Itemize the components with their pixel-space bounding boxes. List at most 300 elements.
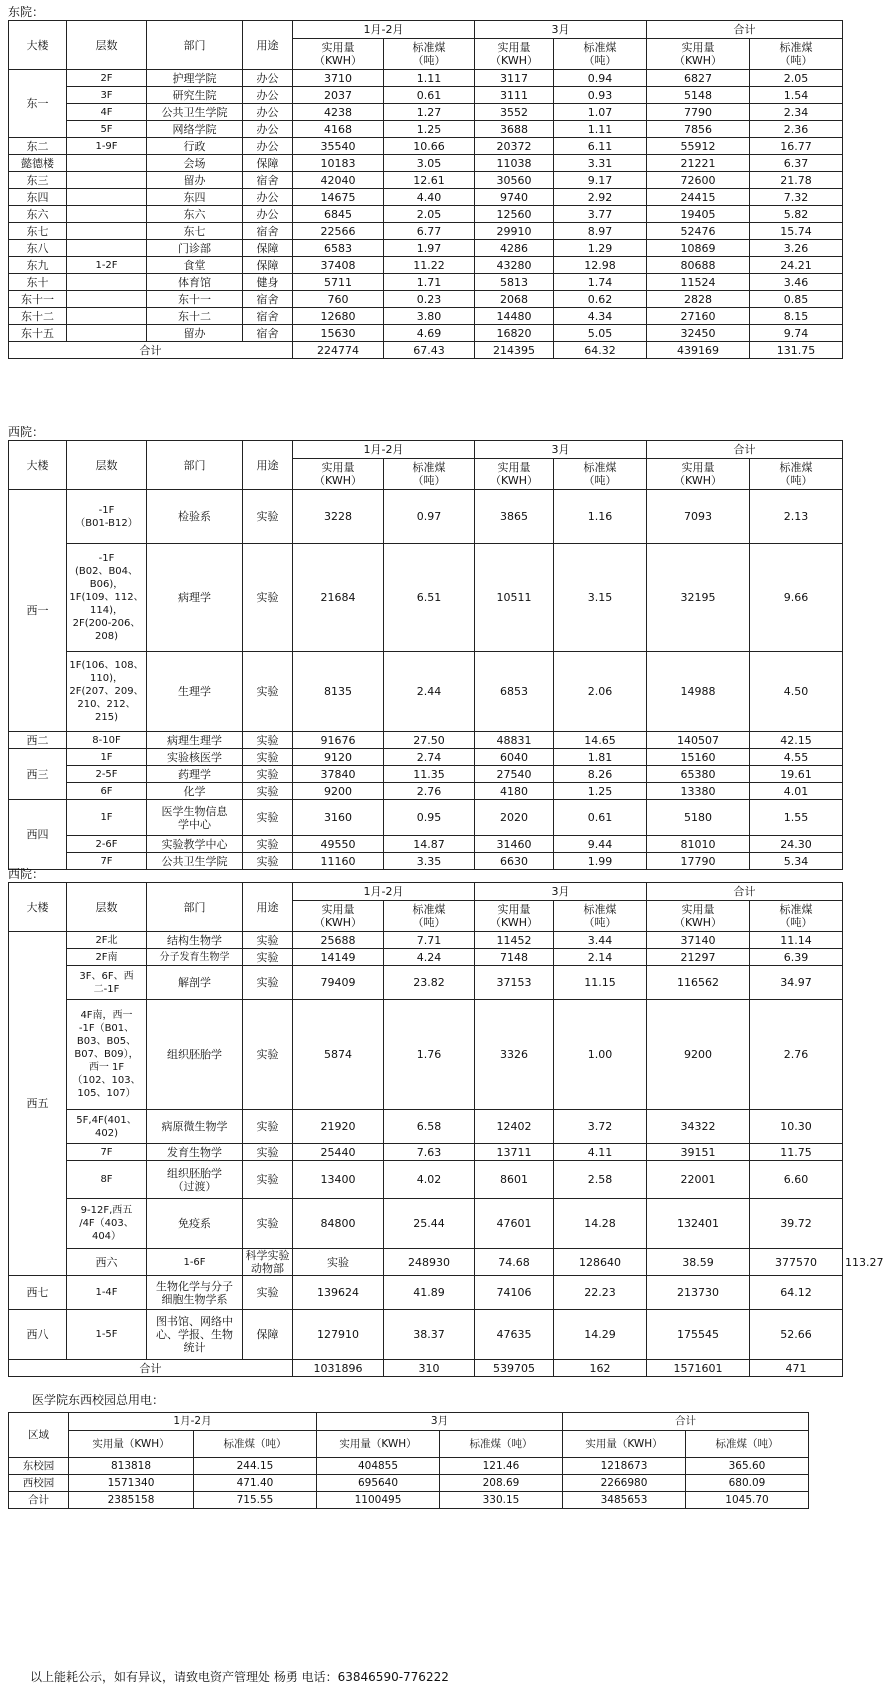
value-cell: 6.58 [384,1110,475,1144]
value-cell: 15.74 [750,223,843,240]
building-cell: 懿德楼 [9,155,67,172]
value-cell: 1.07 [554,104,647,121]
value-cell: 25.44 [384,1199,475,1249]
value-cell: 1218673 [563,1458,686,1475]
value-cell: 49550 [293,836,384,853]
table-row [9,87,843,104]
table-row [9,800,843,836]
value-cell: 9740 [475,189,554,206]
value-cell: 9.17 [554,172,647,189]
value-cell: 15160 [647,749,750,766]
col-building-header: 大楼 [9,441,67,490]
value-cell: 23.82 [384,966,475,1000]
floor-cell: 1-5F [67,1310,147,1360]
value-cell: 4238 [293,104,384,121]
value-cell: 0.61 [384,87,475,104]
total-label: 合计 [9,1360,293,1377]
value-cell: 3.35 [384,853,475,870]
kwh-label: 实用量 [321,903,355,916]
table-row [9,490,843,544]
value-cell: 11038 [475,155,554,172]
east-campus-section [8,4,842,359]
floor-cell [67,206,147,223]
coal-unit: （吨） [412,474,446,487]
value-cell: 0.61 [554,800,647,836]
value-cell: 4.34 [554,308,647,325]
floor-cell: 1F [67,800,147,836]
use-cell: 实验 [243,1000,293,1110]
table-row [9,949,843,966]
coal-unit: （吨） [779,474,813,487]
building-cell: 东十二 [9,308,67,325]
building-cell: 东三 [9,172,67,189]
kwh-header [293,459,384,490]
value-cell: 14.65 [554,732,647,749]
value-cell: 471.40 [194,1475,317,1492]
table-row [9,121,843,138]
building-cell: 西四 [9,800,67,870]
coal-header: 标准煤（吨） [686,1431,809,1458]
dept-cell: 实验教学中心 [147,836,243,853]
floor-cell [67,189,147,206]
kwh-label: 实用量 [681,41,715,54]
dept-cell: 留办 [147,172,243,189]
table-row [9,1310,843,1360]
value-cell: 6845 [293,206,384,223]
value-cell: 6630 [475,853,554,870]
floor-cell: 3F [67,87,147,104]
use-cell: 实验 [243,853,293,870]
col-use-header: 用途 [243,21,293,70]
kwh-unit: （KWH） [674,474,722,487]
value-cell: 4.24 [384,949,475,966]
value-cell: 2385158 [69,1492,194,1509]
value-cell: 55912 [647,138,750,155]
table-row [9,1492,809,1509]
coal-header [750,901,843,932]
floor-cell: 8-10F [67,732,147,749]
floor-cell: 1-4F [67,1276,147,1310]
dept-cell: 研究生院 [147,87,243,104]
dept-cell: 组织胚胎学 [147,1000,243,1110]
use-cell: 实验 [243,1276,293,1310]
floor-cell: 3F、6F、西 二-1F [67,966,147,1000]
value-cell: 21.78 [750,172,843,189]
use-cell: 宿舍 [243,291,293,308]
period-total-header: 合计 [647,21,843,39]
use-cell: 保障 [243,257,293,274]
table-row [9,223,843,240]
value-cell: 377570 [750,1249,843,1276]
period-total-header: 合计 [647,883,843,901]
kwh-label: 实用量 [321,41,355,54]
value-cell: 8135 [293,652,384,732]
floor-cell [67,172,147,189]
kwh-label: 实用量 [321,461,355,474]
use-cell: 实验 [243,652,293,732]
value-cell: 2.05 [750,70,843,87]
value-cell: 2.92 [554,189,647,206]
value-cell: 2.76 [384,783,475,800]
coal-header: 标准煤（吨） [194,1431,317,1458]
value-cell: 2266980 [563,1475,686,1492]
dept-cell: 组织胚胎学 （过渡） [147,1161,243,1199]
value-cell: 3710 [293,70,384,87]
value-cell: 121.46 [440,1458,563,1475]
building-cell: 东一 [9,70,67,138]
dept-cell: 会场 [147,155,243,172]
col-dept-header: 部门 [147,441,243,490]
table-body [9,70,843,359]
west-campus-table-2 [8,882,884,1377]
value-cell: 7093 [647,490,750,544]
value-cell: 248930 [384,1249,475,1276]
kwh-label: 实用量 [497,903,531,916]
value-cell: 2.34 [750,104,843,121]
kwh-header: 实用量（KWH） [69,1431,194,1458]
dept-cell: 留办 [147,325,243,342]
coal-label: 标准煤 [779,461,813,474]
building-cell: 西六 [67,1249,147,1276]
table-row [9,783,843,800]
value-cell: 9120 [293,749,384,766]
value-cell: 43280 [475,257,554,274]
summary-table [8,1412,809,1509]
total-row [9,342,843,359]
period-mar-header: 3月 [475,441,647,459]
value-cell: 0.94 [554,70,647,87]
value-cell: 8.15 [750,308,843,325]
floor-cell [67,291,147,308]
floor-cell: 1F(106、108、 110)， 2F(207、209、 210、212、 215) [67,652,147,732]
value-cell: 0.93 [554,87,647,104]
floor-cell: -1F (B02、B04、 B06)， 1F(109、112、 114)， 2F(200-206、 208) [67,544,147,652]
dept-cell: 公共卫生学院 [147,853,243,870]
value-cell: 4286 [475,240,554,257]
value-cell: 0.85 [750,291,843,308]
kwh-label: 实用量 [497,461,531,474]
coal-label: 标准煤 [583,41,617,54]
col-use-header: 用途 [243,883,293,932]
floor-cell [67,240,147,257]
use-cell: 实验 [243,766,293,783]
floor-cell: 1-6F [147,1249,243,1276]
value-cell: 6.60 [750,1161,843,1199]
value-cell: 39.72 [750,1199,843,1249]
region-cell: 东校园 [9,1458,69,1475]
value-cell: 47635 [475,1310,554,1360]
coal-label: 标准煤 [583,461,617,474]
use-cell: 实验 [243,544,293,652]
use-cell: 办公 [243,189,293,206]
dept-cell: 东七 [147,223,243,240]
value-cell: 1.25 [554,783,647,800]
use-cell: 实验 [243,783,293,800]
dept-cell: 解剖学 [147,966,243,1000]
value-cell: 16.77 [750,138,843,155]
footer-note: 以上能耗公示，如有异议，请致电资产管理处 杨勇 电话：63846590-776222 [30,1670,449,1684]
value-cell: 34322 [647,1110,750,1144]
value-cell: 3326 [475,1000,554,1110]
coal-header: 标准煤（吨） [440,1431,563,1458]
value-cell: 65380 [647,766,750,783]
value-cell: 1.54 [750,87,843,104]
floor-cell: 7F [67,853,147,870]
east-campus-title: 东院： [8,5,45,19]
value-cell: 14.28 [554,1199,647,1249]
building-cell: 东四 [9,189,67,206]
value-cell: 5.05 [554,325,647,342]
value-cell: 2020 [475,800,554,836]
floor-cell: 4F南，西一 -1F（B01、 B03、B05、 B07、B09）， 西一 1F （102、103、 105、107） [67,1000,147,1110]
col-building-header: 大楼 [9,21,67,70]
value-cell: 4180 [475,783,554,800]
coal-label: 标准煤 [583,903,617,916]
period-jan-feb-header: 1月-2月 [69,1413,317,1431]
coal-label: 标准煤 [779,41,813,54]
value-cell: 74106 [475,1276,554,1310]
kwh-header [293,39,384,70]
value-cell: 11.22 [384,257,475,274]
value-cell: 48831 [475,732,554,749]
value-cell: 6853 [475,652,554,732]
value-cell: 6040 [475,749,554,766]
floor-cell: 7F [67,1144,147,1161]
value-cell: 4.01 [750,783,843,800]
dept-cell: 药理学 [147,766,243,783]
value-cell: 22001 [647,1161,750,1199]
value-cell: 27160 [647,308,750,325]
value-cell: 244.15 [194,1458,317,1475]
value-cell: 128640 [554,1249,647,1276]
value-cell: 2.44 [384,652,475,732]
value-cell: 1.76 [384,1000,475,1110]
table-row [9,155,843,172]
value-cell: 3.46 [750,274,843,291]
table-row [9,1144,843,1161]
col-building-header: 大楼 [9,883,67,932]
value-cell: 7.32 [750,189,843,206]
value-cell: 9200 [293,783,384,800]
value-cell: 14480 [475,308,554,325]
floor-cell: 1-2F [67,257,147,274]
col-dept-header: 部门 [147,21,243,70]
table-row [9,966,843,1000]
value-cell: 2.05 [384,206,475,223]
kwh-unit: （KWH） [314,54,362,67]
value-cell: 1.71 [384,274,475,291]
table-row [9,836,843,853]
building-cell: 东二 [9,138,67,155]
value-cell: 3228 [293,490,384,544]
table-row [9,257,843,274]
building-cell: 东七 [9,223,67,240]
floor-cell: 2-5F [67,766,147,783]
value-cell: 132401 [647,1199,750,1249]
west-campus-title-2: 西院： [8,867,45,881]
floor-cell: 4F [67,104,147,121]
kwh-unit: （KWH） [314,916,362,929]
table-row [9,1475,809,1492]
west-campus-section-1 [8,424,842,870]
kwh-header [293,901,384,932]
dept-cell: 病理生理学 [147,732,243,749]
value-cell: 3.72 [554,1110,647,1144]
value-cell: 3688 [475,121,554,138]
value-cell: 7790 [647,104,750,121]
use-cell: 保障 [243,240,293,257]
coal-label: 标准煤 [412,903,446,916]
value-cell: 3.80 [384,308,475,325]
building-cell: 西七 [9,1276,67,1310]
value-cell: 11.15 [554,966,647,1000]
floor-cell [67,155,147,172]
value-cell: 1.55 [750,800,843,836]
coal-label: 标准煤 [412,41,446,54]
total-value-cell: 471 [750,1360,843,1377]
value-cell: 3.15 [554,544,647,652]
value-cell: 10183 [293,155,384,172]
value-cell: 3117 [475,70,554,87]
value-cell: 5813 [475,274,554,291]
summary-body [9,1458,809,1509]
use-cell: 实验 [243,749,293,766]
dept-cell: 结构生物学 [147,932,243,949]
value-cell: 14149 [293,949,384,966]
use-cell: 办公 [243,138,293,155]
value-cell: 6583 [293,240,384,257]
building-cell: 西二 [9,732,67,749]
table-row [9,240,843,257]
dept-cell: 护理学院 [147,70,243,87]
coal-unit: （吨） [583,916,617,929]
kwh-unit: （KWH） [674,916,722,929]
use-cell: 实验 [243,1199,293,1249]
value-cell: 81010 [647,836,750,853]
value-cell: 12.61 [384,172,475,189]
value-cell: 11452 [475,932,554,949]
floor-cell: 5F,4F(401、 402) [67,1110,147,1144]
value-cell: 12402 [475,1110,554,1144]
use-cell: 保障 [243,155,293,172]
table-row [9,1199,843,1249]
value-cell: 21920 [293,1110,384,1144]
value-cell: 84800 [293,1199,384,1249]
value-cell: 1.11 [384,70,475,87]
dept-cell: 实验核医学 [147,749,243,766]
floor-cell: 2-6F [67,836,147,853]
value-cell: 21297 [647,949,750,966]
table-row [9,138,843,155]
value-cell: 4.40 [384,189,475,206]
total-value-cell: 214395 [475,342,554,359]
value-cell: 10.66 [384,138,475,155]
value-cell: 72600 [647,172,750,189]
table-row [9,104,843,121]
coal-unit: （吨） [583,54,617,67]
value-cell: 47601 [475,1199,554,1249]
value-cell: 12680 [293,308,384,325]
value-cell: 3.31 [554,155,647,172]
value-cell: 3552 [475,104,554,121]
value-cell: 17790 [647,853,750,870]
total-value-cell: 224774 [293,342,384,359]
table-row [9,308,843,325]
value-cell: 14988 [647,652,750,732]
value-cell: 21684 [293,544,384,652]
value-cell: 1.99 [554,853,647,870]
building-cell: 东十 [9,274,67,291]
value-cell: 3.05 [384,155,475,172]
table-row [9,206,843,223]
value-cell: 175545 [647,1310,750,1360]
table-row [9,70,843,87]
table-row [9,325,843,342]
value-cell: 1.74 [554,274,647,291]
period-jan-feb-header: 1月-2月 [293,883,475,901]
use-cell: 保障 [243,1310,293,1360]
dept-cell: 东十二 [147,308,243,325]
period-mar-header: 3月 [475,21,647,39]
table-row [9,1276,843,1310]
value-cell: 52476 [647,223,750,240]
floor-cell: 2F [67,70,147,87]
value-cell: 13400 [293,1161,384,1199]
value-cell: 38.59 [647,1249,750,1276]
table-row [9,652,843,732]
period-jan-feb-header: 1月-2月 [293,441,475,459]
table-row [9,189,843,206]
value-cell: 35540 [293,138,384,155]
value-cell: 6.39 [750,949,843,966]
value-cell: 1.97 [384,240,475,257]
value-cell: 1.16 [554,490,647,544]
building-cell: 东十一 [9,291,67,308]
value-cell: 19.61 [750,766,843,783]
value-cell: 5148 [647,87,750,104]
kwh-header [647,39,750,70]
kwh-header [475,901,554,932]
building-cell: 西八 [9,1310,67,1360]
table-row [9,1000,843,1110]
value-cell: 80688 [647,257,750,274]
kwh-unit: （KWH） [490,474,538,487]
total-value-cell: 162 [554,1360,647,1377]
value-cell: 37408 [293,257,384,274]
value-cell: 79409 [293,966,384,1000]
value-cell: 11524 [647,274,750,291]
table-row [9,932,843,949]
col-floor-header: 层数 [67,21,147,70]
west-campus-section-2 [8,866,884,1377]
dept-cell: 公共卫生学院 [147,104,243,121]
floor-cell: -1F （B01-B12） [67,490,147,544]
value-cell: 7.63 [384,1144,475,1161]
region-header: 区域 [9,1413,69,1458]
kwh-unit: （KWH） [314,474,362,487]
use-cell: 宿舍 [243,308,293,325]
kwh-header: 实用量（KWH） [563,1431,686,1458]
use-cell: 实验 [243,932,293,949]
value-cell: 695640 [317,1475,440,1492]
dept-cell: 病理学 [147,544,243,652]
value-cell: 10511 [475,544,554,652]
dept-cell: 食堂 [147,257,243,274]
value-cell: 1100495 [317,1492,440,1509]
value-cell: 91676 [293,732,384,749]
total-value-cell: 1031896 [293,1360,384,1377]
value-cell: 39151 [647,1144,750,1161]
